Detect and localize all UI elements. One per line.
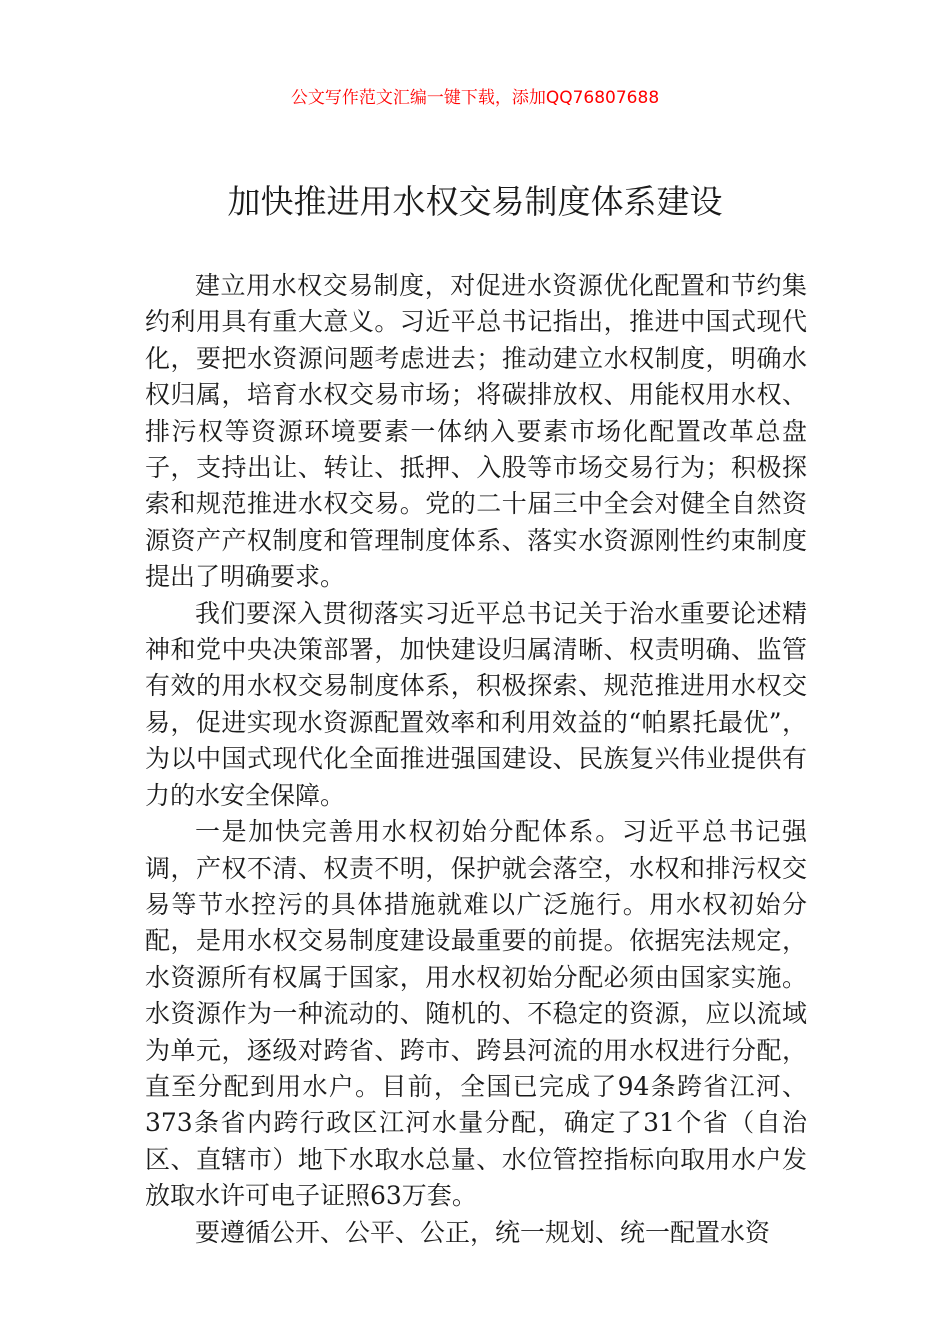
paragraph-4: 要遵循公开、公平、公正，统一规划、统一配置水资 xyxy=(195,1217,771,1247)
page-title: 加快推进用水权交易制度体系建设 xyxy=(227,182,723,221)
download-notice: 公文写作范文汇编一键下载，添加QQ76807688 xyxy=(290,88,660,108)
paragraph-1: 建立用水权交易制度，对促进水资源优化配置和节约集约利用具有重大意义。习近平总书记指出，推进中国式现代化，要把水资源问题考虑进去；推动建立水权制度，明确水权归属，培育水权交易市场；将碳排放权、用能权用水权、排污权等资源环境要素一体纳入要素市场化配置改革总盘子，支持出让、转让、抵押、入股等市场交易行为；积极探索和规范推进水权交易。党的二十届三中全会对健全自然资源资产产权制度和管理制度体系、落实水资源刚性约束制度提出了明确要求。 xyxy=(145,271,807,592)
paragraph-2: 我们要深入贯彻落实习近平总书记关于治水重要论述精神和党中央决策部署，加快建设归属清晰、权责明确、监管有效的用水权交易制度体系，积极探索、规范推进用水权交易，促进实现水资源配置效率和利用效益的“帕累托最优”，为以中国式现代化全面推进强国建设、民族复兴伟业提供有力的水安全保障。 xyxy=(145,598,807,810)
article-body xyxy=(145,268,807,1251)
paragraph-3: 一是加快完善用水权初始分配体系。习近平总书记强调，产权不清、权责不明，保护就会落空，水权和排污权交易等节水控污的具体措施就难以广泛施行。用水权初始分配，是用水权交易制度建设最重要的前提。依据宪法规定，水资源所有权属于国家，用水权初始分配必须由国家实施。水资源作为一种流动的、随机的、不稳定的资源，应以流域为单元，逐级对跨省、跨市、跨县河流的用水权进行分配，直至分配到用水户。目前，全国已完成了94条跨省江河、373条省内跨行政区江河水量分配，确定了31个省（自治区、直辖市）地下水取水总量、水位管控指标向取用水户发放取水许可电子证照63万套。 xyxy=(145,817,807,1211)
